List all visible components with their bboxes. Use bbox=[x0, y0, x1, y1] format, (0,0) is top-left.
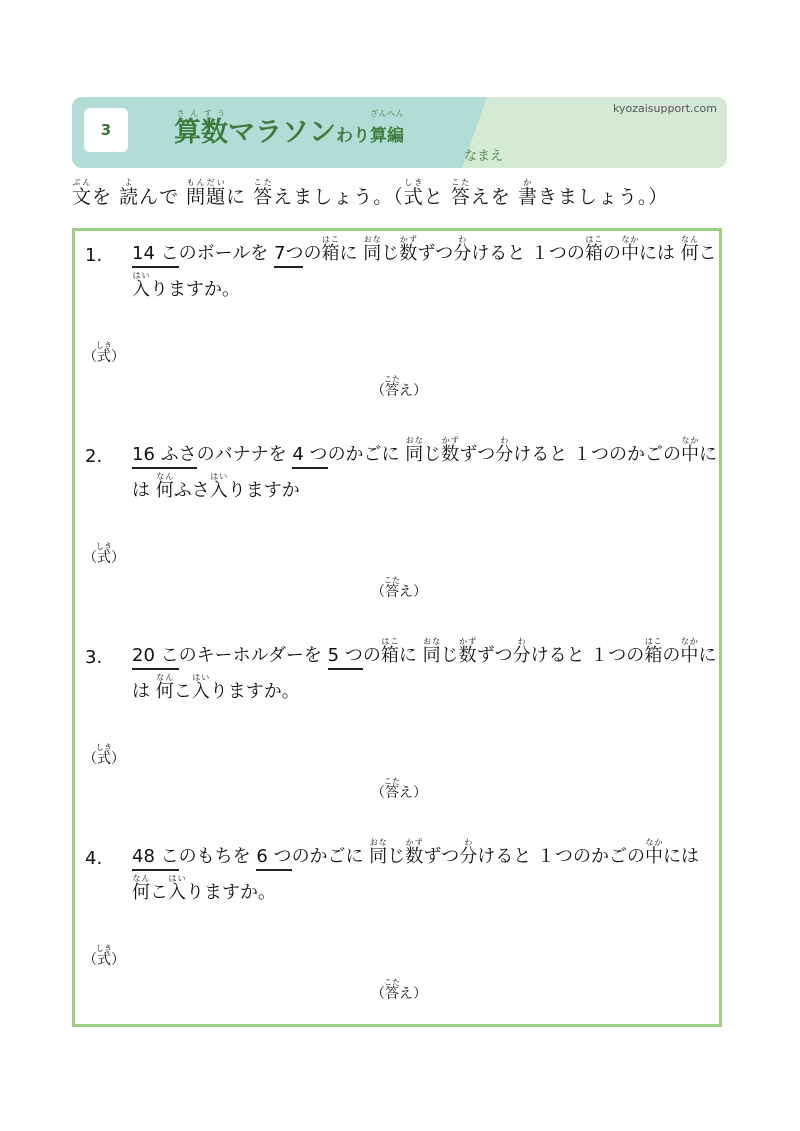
shiki-kanji: 式 bbox=[96, 952, 112, 968]
ruby-word bbox=[132, 271, 150, 300]
formula-label: （式しき） bbox=[83, 743, 125, 767]
text-segment: けると １つのかごの bbox=[477, 846, 646, 867]
underlined-quantity: 5 つ bbox=[328, 645, 363, 670]
ruby-word bbox=[253, 178, 274, 208]
text-segment: ふさ bbox=[173, 480, 210, 501]
ruby-word bbox=[422, 637, 441, 666]
text-segment: には bbox=[638, 243, 681, 264]
kanji: 中 bbox=[620, 243, 639, 264]
shiki-kanji: 式 bbox=[96, 349, 112, 365]
kanji: 箱 bbox=[644, 645, 663, 666]
formula-label: （式しき） bbox=[83, 341, 125, 365]
furigana: なか bbox=[681, 436, 700, 445]
problem-text-line bbox=[132, 271, 240, 301]
furigana: はい bbox=[191, 673, 210, 682]
furigana: かず bbox=[405, 838, 424, 847]
furigana: ぶん bbox=[72, 178, 93, 187]
problem-text-line bbox=[132, 436, 717, 466]
ruby-word bbox=[155, 673, 174, 702]
text-segment: は bbox=[132, 480, 156, 501]
furigana: はこ bbox=[380, 637, 399, 646]
furigana: こた bbox=[384, 375, 400, 384]
furigana: こた bbox=[384, 978, 400, 987]
text-segment: けると １つのかごの bbox=[513, 444, 682, 465]
ruby-word bbox=[681, 436, 700, 465]
ruby-word bbox=[155, 472, 174, 501]
kanji: 書 bbox=[517, 186, 538, 208]
kanji: 読 bbox=[119, 186, 140, 208]
problem-number: 3. bbox=[85, 647, 103, 668]
underlined-quantity: 20 こ bbox=[132, 645, 179, 670]
furigana: かず bbox=[399, 235, 418, 244]
kanji: 何 bbox=[155, 681, 174, 702]
underlined-quantity: 48 こ bbox=[132, 846, 179, 871]
kanji: 答 bbox=[253, 186, 274, 208]
furigana: こた bbox=[384, 576, 400, 585]
text-segment: じ bbox=[423, 444, 442, 465]
ruby-word bbox=[680, 235, 699, 264]
kanji: 数 bbox=[458, 645, 477, 666]
furigana: なん bbox=[155, 673, 174, 682]
problem-number: 2. bbox=[85, 446, 103, 467]
kanji: 箱 bbox=[321, 243, 340, 264]
furigana: はい bbox=[209, 472, 228, 481]
answer-label: （答こたえ） bbox=[371, 375, 427, 399]
kanji: 文 bbox=[72, 186, 93, 208]
kanji: 同 bbox=[369, 846, 388, 867]
ruby-word bbox=[403, 178, 424, 208]
problem-text-line bbox=[132, 838, 699, 868]
furigana: こた bbox=[384, 777, 400, 786]
furigana: しき bbox=[96, 743, 112, 752]
ruby-word bbox=[168, 874, 186, 903]
kanji: 何 bbox=[132, 882, 150, 903]
text-segment: こ bbox=[150, 882, 168, 903]
furigana: もんだい bbox=[186, 178, 227, 187]
kanji: 問題 bbox=[186, 186, 227, 208]
furigana: はい bbox=[168, 874, 186, 883]
text-segment: ずつ bbox=[459, 444, 496, 465]
underlined-quantity: 7つ bbox=[274, 243, 303, 268]
kanji: 同 bbox=[422, 645, 441, 666]
furigana: こた bbox=[253, 178, 274, 187]
text-segment: を bbox=[92, 186, 120, 208]
furigana: しき bbox=[96, 341, 112, 350]
kanji: 入 bbox=[132, 279, 150, 300]
furigana: よ bbox=[119, 178, 140, 187]
worksheet-header bbox=[72, 97, 727, 168]
underlined-quantity: 14 こ bbox=[132, 243, 179, 268]
kanji: 分 bbox=[459, 846, 478, 867]
kanji: 分 bbox=[495, 444, 514, 465]
underlined-quantity: 6 つ bbox=[256, 846, 291, 871]
ruby-word bbox=[644, 637, 663, 666]
subtitle-ruby: ざんへん bbox=[370, 109, 404, 118]
kanji: 中 bbox=[645, 846, 664, 867]
problem-text-line bbox=[132, 874, 276, 904]
text-segment: えましょう。（ bbox=[273, 186, 404, 208]
furigana: か bbox=[517, 178, 538, 187]
kanji: 数 bbox=[399, 243, 418, 264]
ruby-word bbox=[405, 838, 424, 867]
text-segment: ずつ bbox=[417, 243, 454, 264]
ruby-word bbox=[453, 235, 472, 264]
kanji: 中 bbox=[681, 444, 700, 465]
text-segment: りますか bbox=[227, 480, 300, 501]
furigana: わ bbox=[495, 436, 514, 445]
text-segment: こ bbox=[698, 243, 717, 264]
furigana: おな bbox=[363, 235, 382, 244]
ruby-word bbox=[369, 838, 388, 867]
text-segment: ずつ bbox=[476, 645, 513, 666]
problem-text-line bbox=[132, 472, 300, 502]
text-segment: に bbox=[226, 186, 254, 208]
worksheet-number: 3 bbox=[84, 108, 128, 152]
text-segment: ずつ bbox=[423, 846, 460, 867]
text-segment: の bbox=[362, 645, 381, 666]
kanji: 同 bbox=[363, 243, 382, 264]
kotae-kanji: 答 bbox=[384, 584, 400, 600]
text-segment: えを bbox=[470, 186, 518, 208]
kanji: 入 bbox=[168, 882, 186, 903]
formula-label: （式しき） bbox=[83, 542, 125, 566]
text-segment: に bbox=[699, 444, 718, 465]
text-segment: りますか。 bbox=[150, 279, 240, 300]
furigana: おな bbox=[422, 637, 441, 646]
kanji: 分 bbox=[453, 243, 472, 264]
underlined-quantity: 16 ふさ bbox=[132, 444, 197, 469]
ruby-word bbox=[132, 874, 150, 903]
instructions bbox=[72, 178, 668, 209]
text-segment: けると １つの bbox=[471, 243, 585, 264]
answer-label: （答こたえ） bbox=[371, 576, 427, 600]
text-segment: のかごに bbox=[291, 846, 370, 867]
text-segment: じ bbox=[381, 243, 400, 264]
ruby-word bbox=[405, 436, 424, 465]
kanji: 入 bbox=[191, 681, 210, 702]
furigana: しき bbox=[96, 542, 112, 551]
answer-label: （答こたえ） bbox=[371, 777, 427, 801]
kanji: 中 bbox=[680, 645, 699, 666]
furigana: かず bbox=[458, 637, 477, 646]
text-segment: と bbox=[423, 186, 451, 208]
site-url: kyozaisupport.com bbox=[612, 102, 717, 115]
text-segment: のボールを bbox=[178, 243, 275, 264]
kanji: 数 bbox=[405, 846, 424, 867]
furigana: しき bbox=[96, 944, 112, 953]
problem-text-line bbox=[132, 637, 716, 667]
text-segment: きましょう。） bbox=[537, 186, 669, 208]
text-segment: こ bbox=[173, 681, 192, 702]
furigana: なん bbox=[132, 874, 150, 883]
kotae-kanji: 答 bbox=[384, 986, 400, 1002]
furigana: わ bbox=[512, 637, 531, 646]
furigana: はこ bbox=[644, 637, 663, 646]
ruby-word bbox=[380, 637, 399, 666]
ruby-word bbox=[321, 235, 340, 264]
furigana: なか bbox=[645, 838, 664, 847]
text-segment: に bbox=[398, 645, 423, 666]
problems-box bbox=[72, 228, 722, 1027]
furigana: かず bbox=[441, 436, 460, 445]
problem-text-line bbox=[132, 235, 717, 265]
formula-label: （式しき） bbox=[83, 944, 125, 968]
furigana: はこ bbox=[321, 235, 340, 244]
text-segment: は bbox=[132, 681, 156, 702]
problem-number: 4. bbox=[85, 848, 103, 869]
answer-label: （答こたえ） bbox=[371, 978, 427, 1002]
ruby-word bbox=[441, 436, 460, 465]
text-segment: けると １つの bbox=[530, 645, 645, 666]
ruby-word bbox=[584, 235, 603, 264]
subtitle-kanji: 算編 bbox=[370, 126, 404, 146]
furigana: こた bbox=[450, 178, 471, 187]
kanji: 式 bbox=[403, 186, 424, 208]
kanji: 分 bbox=[512, 645, 531, 666]
ruby-word bbox=[186, 178, 227, 208]
kanji: 箱 bbox=[584, 243, 603, 264]
text-segment: りますか。 bbox=[209, 681, 300, 702]
ruby-word bbox=[363, 235, 382, 264]
kotae-kanji: 答 bbox=[384, 785, 400, 801]
furigana: わ bbox=[453, 235, 472, 244]
ruby-word bbox=[459, 838, 478, 867]
ruby-word bbox=[620, 235, 639, 264]
furigana: はこ bbox=[584, 235, 603, 244]
text-segment: の bbox=[662, 645, 681, 666]
underlined-quantity: 4 つ bbox=[292, 444, 327, 469]
furigana: なか bbox=[620, 235, 639, 244]
text-segment: のキーホルダーを bbox=[178, 645, 328, 666]
furigana: おな bbox=[369, 838, 388, 847]
furigana: はい bbox=[132, 271, 150, 280]
text-segment: の bbox=[602, 243, 621, 264]
name-label: なまえ bbox=[464, 149, 504, 164]
kanji: 何 bbox=[155, 480, 174, 501]
kanji: 答 bbox=[450, 186, 471, 208]
worksheet-title bbox=[174, 109, 404, 149]
kanji: 同 bbox=[405, 444, 424, 465]
ruby-word bbox=[399, 235, 418, 264]
ruby-word bbox=[495, 436, 514, 465]
furigana: なん bbox=[680, 235, 699, 244]
ruby-word bbox=[680, 637, 699, 666]
text-segment: には bbox=[663, 846, 700, 867]
title-kanji: 算数 bbox=[174, 117, 228, 148]
ruby-word bbox=[72, 178, 93, 208]
text-segment: に bbox=[339, 243, 364, 264]
furigana: なか bbox=[680, 637, 699, 646]
ruby-word bbox=[209, 472, 228, 501]
ruby-word bbox=[450, 178, 471, 208]
ruby-word bbox=[191, 673, 210, 702]
ruby-word bbox=[512, 637, 531, 666]
text-segment: じ bbox=[387, 846, 406, 867]
furigana: わ bbox=[459, 838, 478, 847]
kotae-kanji: 答 bbox=[384, 383, 400, 399]
title-kana: マラソン bbox=[228, 117, 336, 148]
problem-text-line bbox=[132, 673, 300, 703]
kanji: 入 bbox=[209, 480, 228, 501]
ruby-word bbox=[645, 838, 664, 867]
ruby-word bbox=[517, 178, 538, 208]
kanji: 数 bbox=[441, 444, 460, 465]
furigana: なん bbox=[155, 472, 174, 481]
text-segment: の bbox=[303, 243, 322, 264]
ruby-word bbox=[458, 637, 477, 666]
kanji: 箱 bbox=[380, 645, 399, 666]
text-segment: んで bbox=[139, 186, 187, 208]
furigana: おな bbox=[405, 436, 424, 445]
ruby-word bbox=[119, 178, 140, 208]
text-segment: りますか。 bbox=[186, 882, 276, 903]
text-segment: のかごに bbox=[327, 444, 406, 465]
shiki-kanji: 式 bbox=[96, 550, 112, 566]
kanji: 何 bbox=[680, 243, 699, 264]
text-segment: に bbox=[698, 645, 717, 666]
problem-number: 1. bbox=[85, 245, 103, 266]
text-segment: のバナナを bbox=[196, 444, 293, 465]
subtitle-kana: わり bbox=[336, 126, 370, 146]
text-segment: じ bbox=[440, 645, 459, 666]
shiki-kanji: 式 bbox=[96, 751, 112, 767]
furigana: しき bbox=[403, 178, 424, 187]
title-ruby: さんすう bbox=[174, 109, 228, 118]
text-segment: のもちを bbox=[178, 846, 257, 867]
